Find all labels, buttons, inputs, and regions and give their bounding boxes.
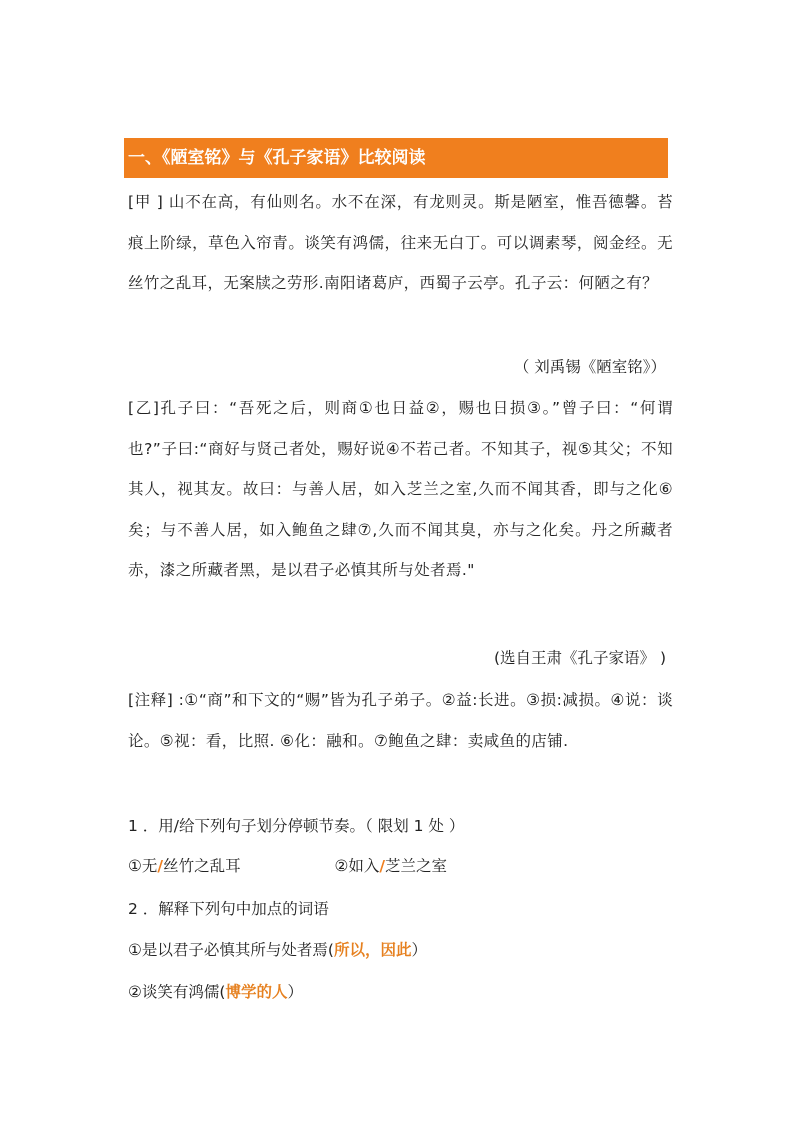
q2-item2-answer: 博学的人 xyxy=(225,983,288,1001)
question-2-item-1 xyxy=(128,930,427,970)
passage-b-text: [乙]孔子曰：“吾死之后，则商①也日益②，赐也日损③。”曾子曰：“何谓也?”子曰:“商好与贤己者处，赐好说④不若己者。不知其子，视⑤其父；不知其人，视其友。故曰：与善人居，如入芝兰之室,久而不闻其香，即与之化⑥矣；与不善人居，如入鲍鱼之肆⑦,久而不闻其臭，亦与之化矣。丹之所藏者赤，漆之所藏者黑，是以君子必慎其所与处者焉." xyxy=(128,399,673,579)
passage-a-text: [甲 ] 山不在高，有仙则名。水不在深，有龙则灵。斯是陋室，惟吾德馨。苔痕上阶绿，草色入帘青。谈笑有鸿儒，往来无白丁。可以调素琴，阅金经。无丝竹之乱耳，无案牍之劳形.南阳诸葛庐，西蜀子云亭。孔子云：何陋之有？ xyxy=(128,193,673,292)
q2-item1-open: ( xyxy=(327,941,334,959)
q1-item2-slash: / xyxy=(379,857,386,875)
q1-item1-after: 丝竹之乱耳 xyxy=(163,857,241,875)
question-2-item-2 xyxy=(128,972,303,1012)
q2-item2-close: ） xyxy=(287,983,303,1001)
q1-item1-slash: / xyxy=(157,857,164,875)
passage-b-source: (选自王肃《孔子家语》 ) xyxy=(493,649,666,667)
question-2-prompt: 2 ．解释下列句中加点的词语 xyxy=(128,900,329,918)
q1-item2-after: 芝兰之室 xyxy=(385,857,448,875)
question-1-items xyxy=(128,846,447,886)
section-title: 一、《陋室铭》与《孔子家语》比较阅读 xyxy=(124,138,668,178)
q2-item1-close: ） xyxy=(411,941,427,959)
q2-item1-answer: 所以，因此 xyxy=(333,941,412,959)
annotation-notes: [注释] :①“商”和下文的“赐”皆为孔子弟子。②益:长进。③损:减损。④说：谈论。⑤视：看，比照. ⑥化：融和。⑦鲍鱼之肆：卖咸鱼的店铺. xyxy=(128,691,673,750)
passage-a-source: （ 刘禹锡《陋室铭》） xyxy=(513,358,666,376)
question-1-prompt: 1 ．用/给下列句子划分停顿节奏。（ 限划 1 处 ） xyxy=(128,817,465,835)
q2-item2-sentence: ②谈笑有鸿儒 xyxy=(128,983,220,1001)
q1-item1-before: ①无 xyxy=(128,857,158,875)
q2-item1-sentence: ①是以君子必慎其所与处者焉 xyxy=(128,941,328,959)
q2-item2-open: ( xyxy=(219,983,226,1001)
q1-item2-before: ②如入 xyxy=(334,857,380,875)
